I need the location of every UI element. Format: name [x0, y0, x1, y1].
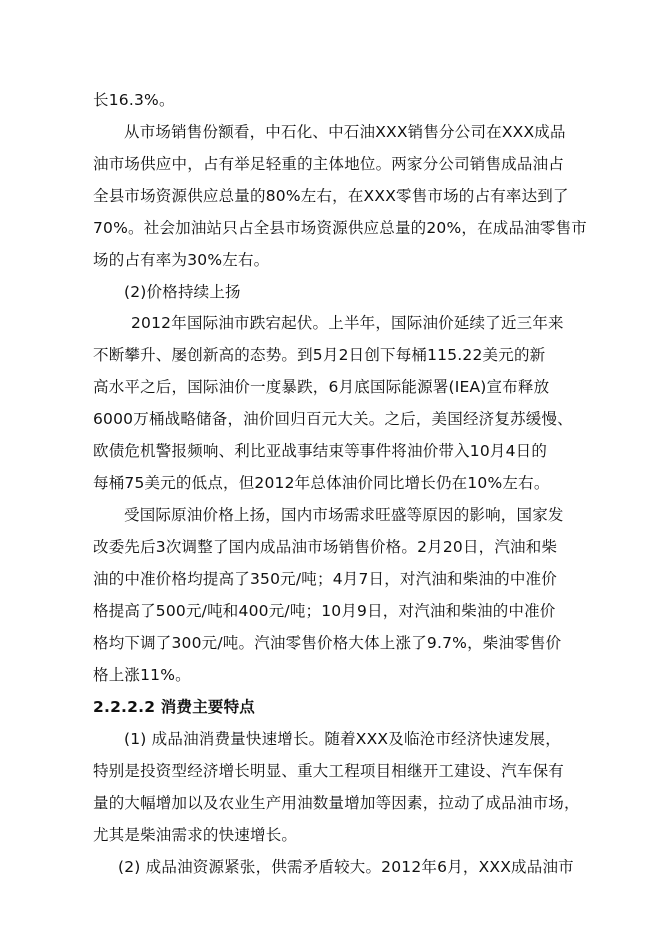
paragraph-line: 受国际原油价格上扬，国内市场需求旺盛等原因的影响，国家发 — [124, 506, 564, 524]
paragraph-line: 格均下调了300元/吨。汽油零售价格大体上涨了9.7%，柴油零售价 — [93, 634, 562, 652]
paragraph-line: 尤其是柴油需求的快速增长。 — [93, 826, 298, 844]
paragraph-line: 特别是投资型经济增长明显、重大工程项目相继开工建设、汽车保有 — [93, 762, 565, 780]
paragraph-line: 长16.3%。 — [93, 91, 175, 109]
paragraph-line: 不断攀升、屡创新高的态势。到5月2日创下每桶115.22美元的新 — [93, 346, 546, 364]
paragraph-line: 量的大幅增加以及农业生产用油数量增加等因素，拉动了成品油市场， — [93, 794, 580, 812]
paragraph-line: 油市场供应中，占有举足轻重的主体地位。两家分公司销售成品油占 — [93, 155, 565, 173]
paragraph-line: 从市场销售份额看，中石化、中石油XXX销售分公司在XXX成品 — [124, 123, 566, 141]
paragraph-line: (1) 成品油消费量快速增长。随着XXX及临沧市经济快速发展， — [124, 730, 561, 748]
paragraph-line: 高水平之后，国际油价一度暴跌，6月底国际能源署(IEA)宣布释放 — [93, 378, 550, 396]
paragraph-line: 每桶75美元的低点，但2012年总体油价同比增长仍在10%左右。 — [93, 474, 550, 492]
paragraph-line: 格提高了500元/吨和400元/吨；10月9日，对汽油和柴油的中准价 — [93, 602, 556, 620]
section-heading: 2.2.2.2 消费主要特点 — [93, 698, 256, 716]
paragraph-line: 6000万桶战略储备，油价回归百元大关。之后，美国经济复苏缓慢、 — [93, 410, 573, 428]
paragraph-line: 欧债危机警报频响、利比亚战事结束等事件将油价带入10月4日的 — [93, 442, 548, 460]
paragraph-line: 70%。社会加油站只占全县市场资源供应总量的20%，在成品油零售市 — [93, 219, 588, 237]
paragraph-line: 改委先后3次调整了国内成品油市场销售价格。2月20日，汽油和柴 — [93, 538, 558, 556]
paragraph-line: 油的中准价格均提高了350元/吨；4月7日，对汽油和柴油的中准价 — [93, 570, 557, 588]
paragraph-line: 2012年国际油市跌宕起伏。上半年，国际油价延续了近三年来 — [131, 314, 564, 332]
paragraph-line: (2) 成品油资源紧张，供需矛盾较大。2012年6月，XXX成品油市 — [118, 858, 574, 876]
list-item-label: (2)价格持续上扬 — [124, 283, 241, 301]
paragraph-line: 场的占有率为30%左右。 — [93, 251, 270, 269]
paragraph-line: 全县市场资源供应总量的80%左右，在XXX零售市场的占有率达到了 — [93, 187, 569, 205]
paragraph-line: 格上涨11%。 — [93, 666, 191, 684]
